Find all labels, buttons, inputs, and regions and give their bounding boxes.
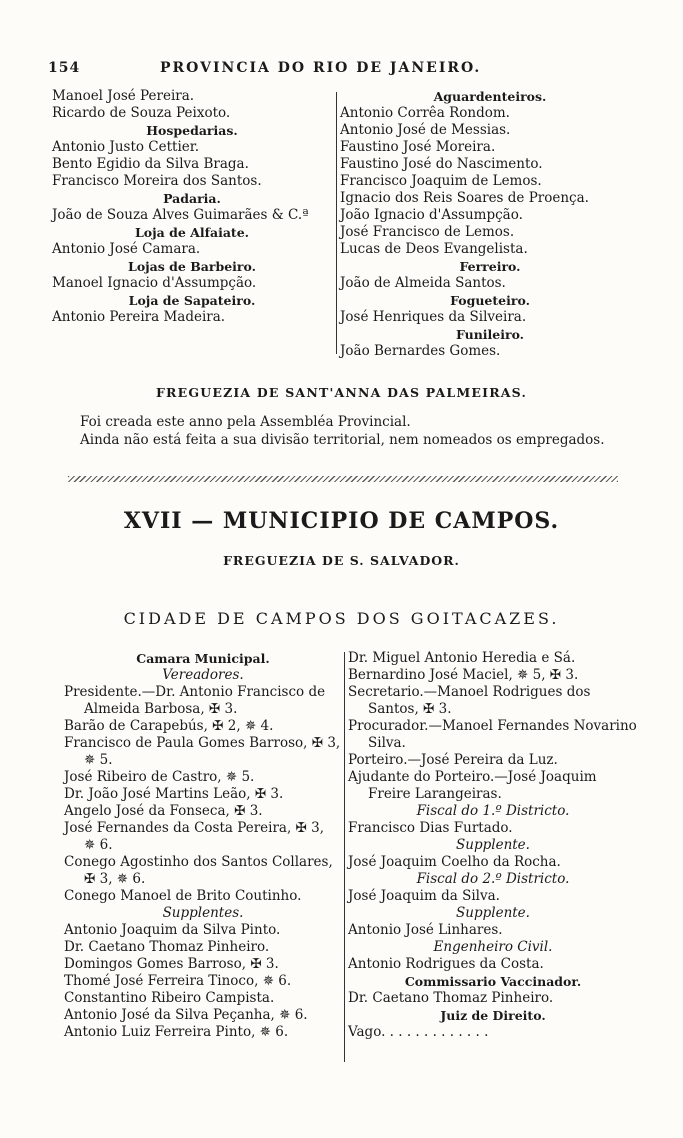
bottom-right-list bbox=[348, 650, 638, 1041]
list-item: Constantino Ribeiro Campista. bbox=[64, 990, 275, 1006]
list-item: Supplentes. bbox=[162, 905, 244, 921]
list-item: Antonio Joaquim da Silva Pinto. bbox=[64, 922, 281, 938]
list-item: ✠ 3, ✵ 6. bbox=[84, 871, 146, 887]
list-item: Thomé José Ferreira Tinoco, ✵ 6. bbox=[64, 973, 292, 989]
list-item: Almeida Barbosa, ✠ 3. bbox=[84, 701, 238, 717]
list-item: Faustino José Moreira. bbox=[340, 139, 496, 155]
section-palmeiras-line2: Ainda não está feita a sua divisão territorial, nem nomeados os empregados. bbox=[80, 432, 605, 448]
bottom-right-column bbox=[348, 650, 638, 1041]
list-item: Secretario.—Manoel Rodrigues dos Santos, ✠ 3. bbox=[348, 684, 591, 717]
list-item: João Ignacio d'Assumpção. bbox=[340, 207, 523, 223]
list-item: Francisco Dias Furtado. bbox=[348, 820, 513, 836]
list-item: João de Souza Alves Guimarães & C.ª bbox=[52, 207, 309, 223]
list-item: Conego Agostinho dos Santos Collares, bbox=[64, 854, 333, 870]
list-item: Francisco Moreira dos Santos. bbox=[52, 173, 262, 189]
page-number: 154 bbox=[48, 60, 81, 76]
list-item: Antonio Justo Cettier. bbox=[52, 139, 200, 155]
list-item: Loja de Sapateiro. bbox=[128, 293, 256, 308]
list-item: Fogueteiro. bbox=[450, 293, 530, 308]
column-divider bbox=[336, 92, 337, 354]
list-item: Manoel José Pereira. bbox=[52, 88, 195, 104]
list-item: Antonio José da Silva Peçanha, ✵ 6. bbox=[64, 1007, 308, 1023]
list-item: José Francisco de Lemos. bbox=[340, 224, 515, 240]
list-item: Antonio Pereira Madeira. bbox=[52, 309, 226, 325]
list-item: Antonio José de Messias. bbox=[340, 122, 511, 138]
city-title: CIDADE DE CAMPOS DOS GOITACAZES. bbox=[123, 609, 560, 628]
bottom-left-list bbox=[64, 650, 342, 1041]
list-item: Francisco Joaquim de Lemos. bbox=[340, 173, 542, 189]
list-item: Faustino José do Nascimento. bbox=[340, 156, 543, 172]
list-item: Angelo José da Fonseca, ✠ 3. bbox=[64, 803, 263, 819]
page-title: PROVINCIA DO RIO DE JANEIRO. bbox=[160, 60, 482, 76]
wavy-divider bbox=[68, 476, 618, 482]
list-item: Dr. Caetano Thomaz Pinheiro. bbox=[64, 939, 270, 955]
list-item: Funileiro. bbox=[455, 327, 525, 342]
list-item: Dr. Caetano Thomaz Pinheiro. bbox=[348, 990, 554, 1006]
section-palmeiras-line1: Foi creada este anno pela Assembléa Provincial. bbox=[80, 414, 411, 430]
list-item: Lucas de Deos Evangelista. bbox=[340, 241, 528, 257]
list-item: Juiz de Direito. bbox=[440, 1008, 546, 1023]
list-item: José Ribeiro de Castro, ✵ 5. bbox=[64, 769, 255, 785]
list-item: Ignacio dos Reis Soares de Proença. bbox=[340, 190, 589, 206]
top-right-column bbox=[340, 88, 640, 360]
list-item: Ferreiro. bbox=[459, 259, 521, 274]
list-item: Camara Municipal. bbox=[136, 651, 270, 666]
list-item: Antonio Rodrigues da Costa. bbox=[348, 956, 544, 972]
list-item: Manoel Ignacio d'Assumpção. bbox=[52, 275, 257, 291]
list-item: Aguardenteiros. bbox=[433, 89, 547, 104]
list-item: Conego Manoel de Brito Coutinho. bbox=[64, 888, 302, 904]
municipio-title: XVII — MUNICIPIO DE CAMPOS. bbox=[123, 508, 560, 534]
list-item: ✵ 5. bbox=[84, 752, 113, 768]
list-item: Supplente. bbox=[456, 905, 530, 921]
list-item: José Joaquim Coelho da Rocha. bbox=[348, 854, 561, 870]
top-left-column bbox=[52, 88, 332, 326]
list-item: Engenheiro Civil. bbox=[433, 939, 553, 955]
list-item: Vago. . . . . . . . . . . . . bbox=[348, 1024, 489, 1040]
top-left-list bbox=[52, 88, 332, 326]
section-palmeiras-title: FREGUEZIA DE SANT'ANNA DAS PALMEIRAS. bbox=[155, 385, 528, 400]
list-item: Hospedarias. bbox=[146, 123, 238, 138]
list-item: Lojas de Barbeiro. bbox=[128, 259, 256, 274]
list-item: Antonio José Linhares. bbox=[348, 922, 503, 938]
list-item: Fiscal do 1.º Districto. bbox=[416, 803, 570, 819]
list-item: Vereadores. bbox=[162, 667, 244, 683]
list-item: Ricardo de Souza Peixoto. bbox=[52, 105, 231, 121]
list-item: José Fernandes da Costa Pereira, ✠ 3, bbox=[64, 820, 325, 836]
list-item: Dr. Miguel Antonio Heredia e Sá. bbox=[348, 650, 576, 666]
list-item: João Bernardes Gomes. bbox=[340, 343, 501, 359]
list-item: Bento Egidio da Silva Braga. bbox=[52, 156, 249, 172]
list-item: Loja de Alfaiate. bbox=[135, 225, 249, 240]
list-item: Bernardino José Maciel, ✵ 5, ✠ 3. bbox=[348, 667, 579, 683]
list-item: Antonio José Camara. bbox=[52, 241, 201, 257]
list-item: Ajudante do Porteiro.—José Joaquim Freire Larangeiras. bbox=[348, 769, 597, 802]
list-item: João de Almeida Santos. bbox=[340, 275, 506, 291]
bottom-left-column bbox=[64, 650, 342, 1041]
list-item: Francisco de Paula Gomes Barroso, ✠ 3, bbox=[64, 735, 341, 751]
list-item: Barão de Carapebús, ✠ 2, ✵ 4. bbox=[64, 718, 274, 734]
top-right-list bbox=[340, 88, 640, 360]
list-item: Commissario Vaccinador. bbox=[404, 974, 582, 989]
column-divider-2 bbox=[344, 652, 345, 1062]
list-item: Presidente.—Dr. Antonio Francisco de bbox=[64, 684, 326, 700]
list-item: Fiscal do 2.º Districto. bbox=[416, 871, 570, 887]
list-item: Antonio Luiz Ferreira Pinto, ✵ 6. bbox=[64, 1024, 289, 1040]
list-item: Procurador.—Manoel Fernandes Novarino Silva. bbox=[348, 718, 637, 751]
list-item: Domingos Gomes Barroso, ✠ 3. bbox=[64, 956, 279, 972]
list-item: ✵ 6. bbox=[84, 837, 113, 853]
list-item: Antonio Corrêa Rondom. bbox=[340, 105, 510, 121]
list-item: Dr. João José Martins Leão, ✠ 3. bbox=[64, 786, 284, 802]
list-item: Padaria. bbox=[163, 191, 221, 206]
list-item: José Joaquim da Silva. bbox=[348, 888, 500, 904]
list-item: José Henriques da Silveira. bbox=[340, 309, 527, 325]
freguezia-title: FREGUEZIA DE S. SALVADOR. bbox=[223, 553, 460, 568]
list-item: Porteiro.—José Pereira da Luz. bbox=[348, 752, 558, 768]
list-item: Supplente. bbox=[456, 837, 530, 853]
